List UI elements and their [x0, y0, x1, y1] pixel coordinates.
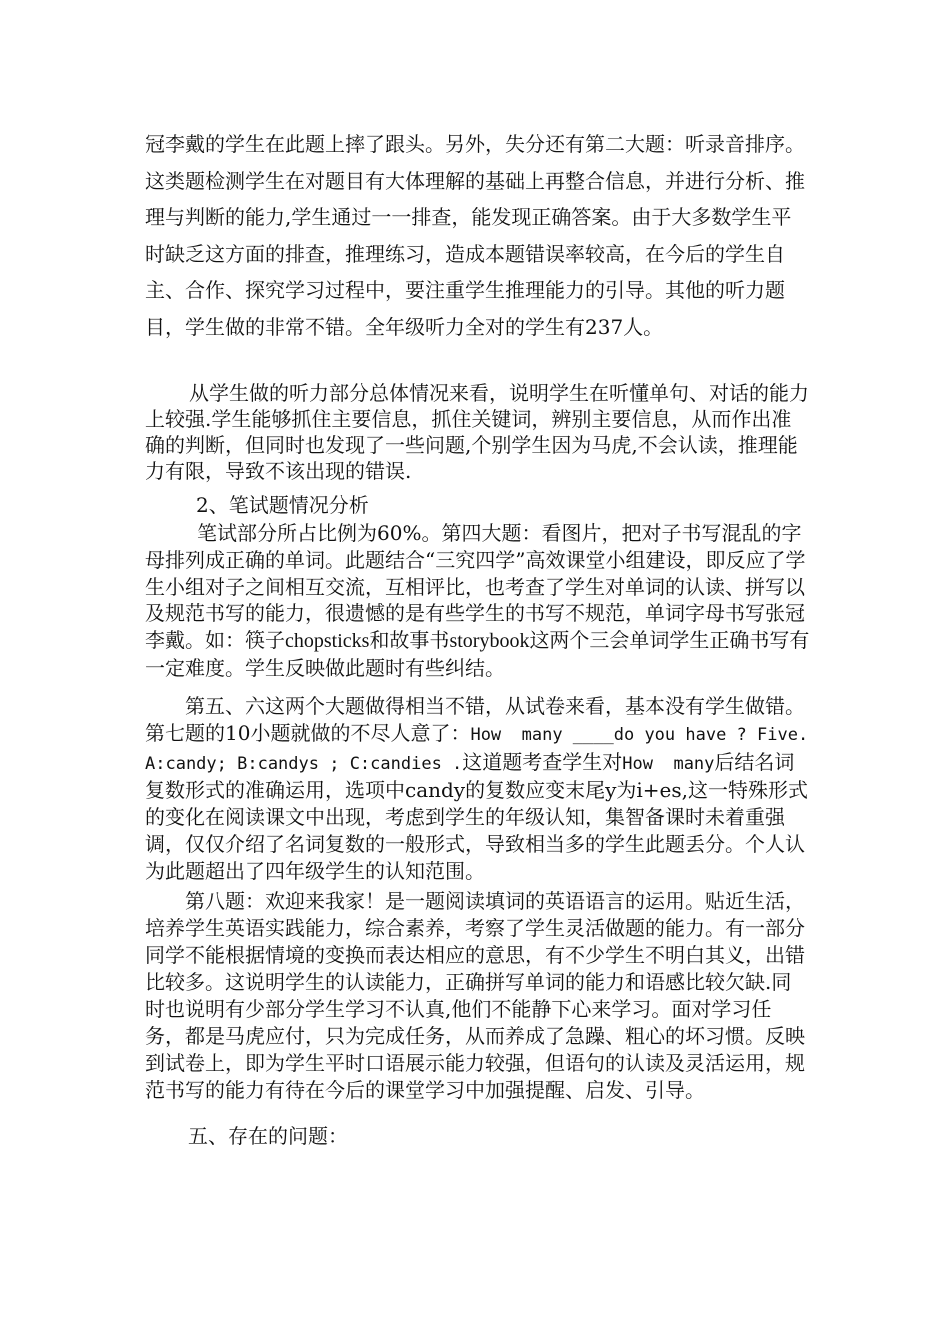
paragraph-text: 这道题考查学生对	[462, 749, 623, 774]
paragraph-text: 和故事书	[369, 628, 450, 653]
paragraph-question-eight: 第八题：欢迎来我家！是一题阅读填词的英语语言的运用。贴近生活，培养学生英语实践能力，综合素养，考察了学生灵活做题的能力。有一部分同学不能根据情境的变换而表达相应的意思，有不少学生不明白其义，出错比较多。这说明学生的认读能力，正确拼写单词的能力和语感比较欠缺.同时也说明有少部分学生学习不认真,他们不能静下心来学习。面对学习任务，都是马虎应付，只为完成任务，从而养成了急躁、粗心的坏习惯。反映到试卷上，即为学生平时口语展示能力较强，但语句的认读及灵活运用，规范书写的能力有待在今后的课堂学习中加强提醒、启发、引导。	[145, 889, 805, 1102]
paragraph-listening-errors: 冠李戴的学生在此题上摔了跟头。另外，失分还有第二大题：听录音排序。这类题检测学生在对题目有大体理解的基础上再整合信息，并进行分析、推理与判断的能力,学生通过一一排查，能发现正确答案。由于大多数学生平时缺乏这方面的排查，推理练习，造成本题错误率较高，在今后的学生自主、合作、探究学习过程中，要注重学生推理能力的引导。其他的听力题目，学生做的非常不错。全年级听力全对的学生有237人。	[145, 132, 805, 339]
english-word: storybook	[449, 630, 530, 653]
section-heading-written-test: 2、笔试题情况分析	[196, 493, 369, 517]
question-text: How many ____do you have ? Five. A:candy; B:candys ; C:candies .	[145, 724, 819, 774]
paragraph-listening-summary: 从学生做的听力部分总体情况来看，说明学生在听懂单句、对话的能力上较强.学生能够抓住主要信息，抓住关键词，辨别主要信息，从而作出准确的判断，但同时也发现了一些问题,个别学生因为马虎,不会认读，推理能力有限，导致不该出现的错误.	[145, 381, 809, 483]
english-word: chopsticks	[285, 630, 370, 653]
paragraph-written-part	[145, 520, 810, 682]
paragraph-text: 第五、六这两个大题做得相当不错，从试卷来看，基本没有学生做错。第七题的10小题就做的不尽人意了：	[145, 694, 805, 745]
paragraph-text: 后结名词复数形式的准确运用，选项中candy的复数应变末尾y为i+es,这一特殊形式的变化在阅读课文中出现，考虑到学生的年级认知，集智备课时未着重强调，仅仅介绍了名词复数的一般形式，导致相当多的学生此题丢分。个人认为此题超出了四年级学生的认知范围。	[145, 749, 809, 883]
paragraph-question-seven	[145, 693, 819, 885]
section-heading-problems: 五、存在的问题：	[188, 1124, 348, 1148]
paragraph-text: 笔试部分所占比例为60%。第四大题：看图片，把对子书写混乱的字母排列成正确的单词。此题结合“三究四学”高效课堂小组建设，即反应了学生小组对子之间相互交流，互相评比，也考查了学生对单词的认读、拼写以及规范书写的能力，很遗憾的是有些学生的书写不规范，单词字母书写张冠李戴。如：筷子	[145, 521, 806, 653]
paragraph-text: 这两个三会单词学生正确书写有一定难度。学生反映做此题时有些纠结。	[145, 628, 810, 680]
question-text: How many	[622, 753, 715, 774]
